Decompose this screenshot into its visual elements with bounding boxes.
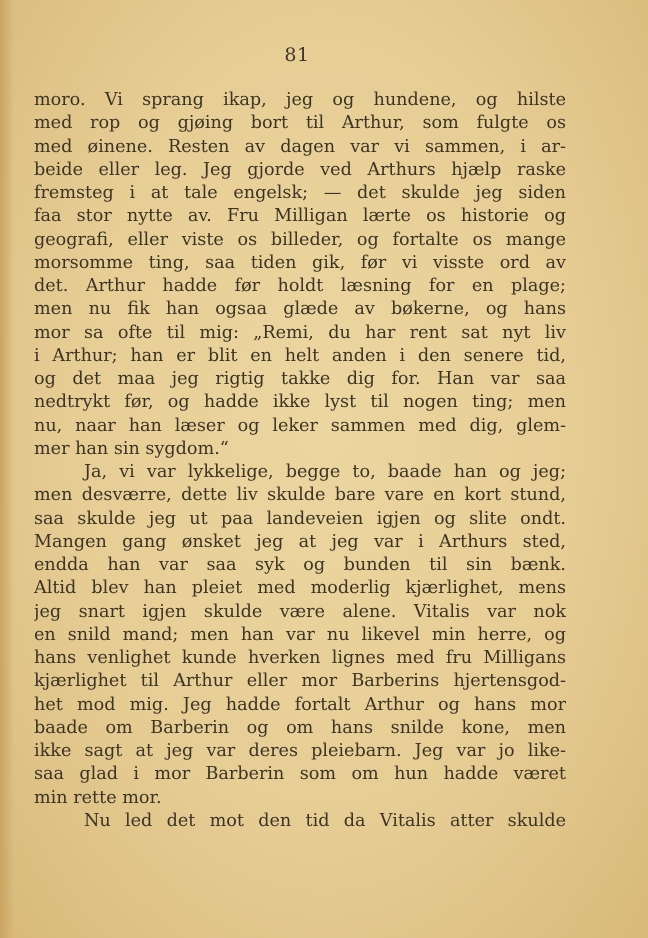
text-line: saa glad i mor Barberin som om hun hadde været [34, 764, 566, 785]
text-line: mor sa ofte til mig: „Remi, du har rent sat nyt liv [34, 322, 566, 343]
text-line: Nu led det mot den tid da Vitalis atter skulde [84, 810, 566, 831]
text-line: jeg snart igjen skulde være alene. Vitalis var nok [34, 601, 566, 622]
text-line: min rette mor. [34, 787, 162, 808]
text-line: nedtrykt før, og hadde ikke lyst til nogen ting; men [34, 392, 566, 413]
text-line: men desværre, dette liv skulde bare vare en kort stund, [34, 485, 566, 506]
text-line: geografi, eller viste os billeder, og fortalte os mange [34, 229, 566, 250]
text-line: i Arthur; han er blit en helt anden i den senere tid, [34, 345, 566, 366]
text-line: moro. Vi sprang ikap, jeg og hundene, og hilste [34, 90, 566, 110]
text-line: kjærlighet til Arthur eller mor Barberins hjertensgod- [34, 671, 566, 692]
text-line: Mangen gang ønsket jeg at jeg var i Arthurs sted, [34, 531, 566, 552]
body-text [34, 89, 566, 833]
text-line: men nu fik han ogsaa glæde av bøkerne, og hans [34, 299, 566, 320]
text-line: faa stor nytte av. Fru Milligan lærte os historie og [34, 206, 566, 227]
text-line: het mod mig. Jeg hadde fortalt Arthur og hans mor [34, 694, 566, 715]
text-line: med rop og gjøing bort til Arthur, som fulgte os [34, 113, 566, 134]
text-line: mer han sin sygdom.“ [34, 438, 229, 459]
text-line: det. Arthur hadde før holdt læsning for en plage; [34, 276, 566, 296]
text-line: beide eller leg. Jeg gjorde ved Arthurs hjælp raske [34, 159, 566, 180]
text-line: hans venlighet kunde hverken lignes med fru Milligans [34, 648, 566, 668]
text-line: Altid blev han pleiet med moderlig kjærlighet, mens [34, 578, 566, 599]
text-line: endda han var saa syk og bunden til sin bænk. [34, 555, 566, 575]
text-line: en snild mand; men han var nu likevel min herre, og [34, 624, 566, 645]
text-line: fremsteg i at tale engelsk; — det skulde jeg siden [34, 183, 566, 203]
text-line: med øinene. Resten av dagen var vi sammen, i ar- [34, 136, 566, 157]
text-line: saa skulde jeg ut paa landeveien igjen og slite ondt. [34, 508, 566, 529]
text-line: Ja, vi var lykkelige, begge to, baade han og jeg; [84, 462, 566, 482]
page-number: 81 [284, 44, 310, 66]
text-line: baade om Barberin og om hans snilde kone, men [34, 717, 566, 738]
text-line: nu, naar han læser og leker sammen med dig, glem- [34, 415, 566, 436]
text-line: morsomme ting, saa tiden gik, før vi visste ord av [34, 252, 566, 273]
page-edge-shadow [0, 0, 14, 938]
text-line: og det maa jeg rigtig takke dig for. Han var saa [34, 369, 566, 389]
text-line: ikke sagt at jeg var deres pleiebarn. Jeg var jo like- [34, 741, 566, 761]
